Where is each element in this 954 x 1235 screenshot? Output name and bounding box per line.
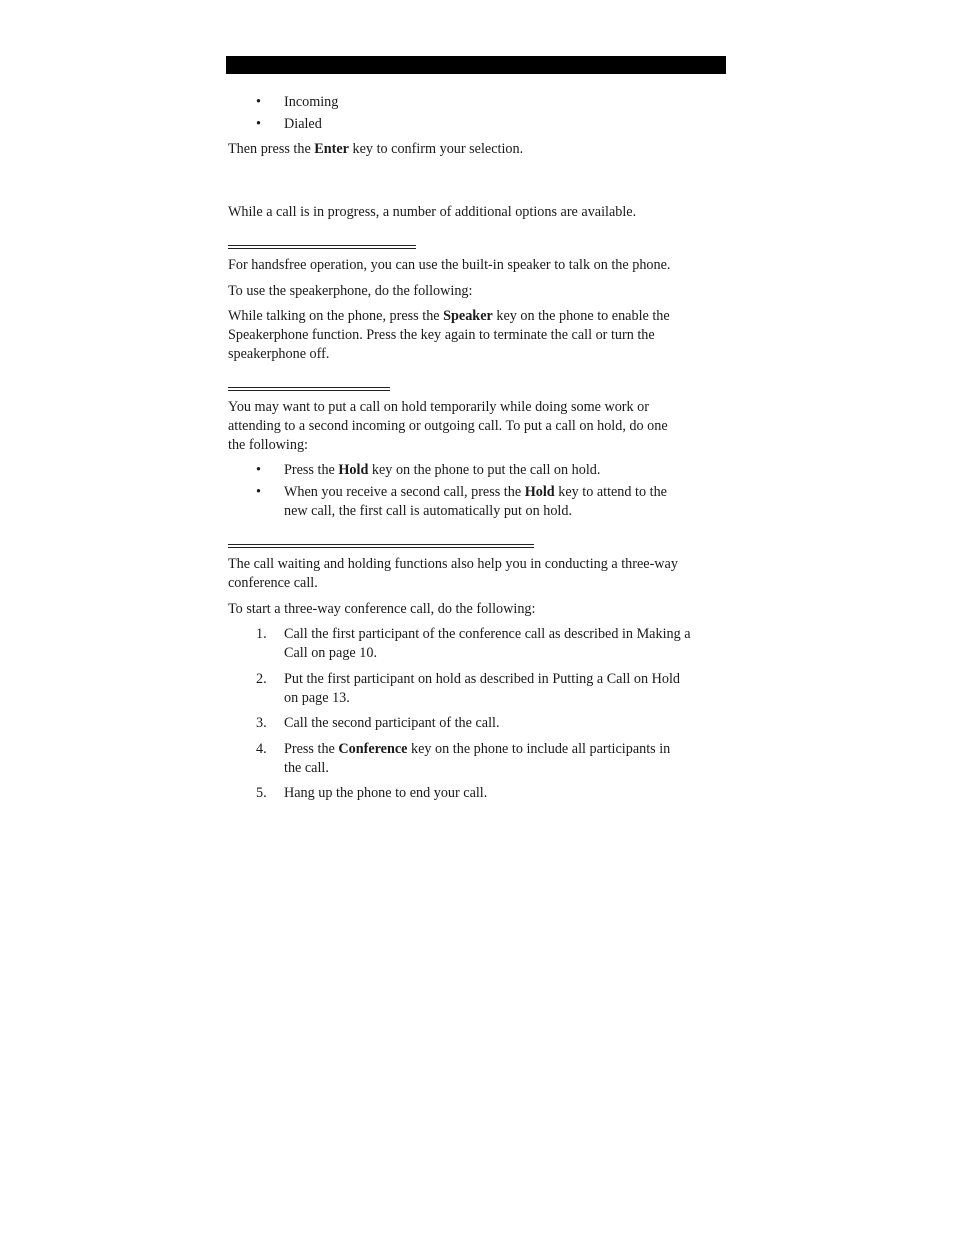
hold-bullet-2: When you receive a second call, press the Hold key to attend to the bbox=[284, 484, 667, 500]
in-call-intro: While a call is in progress, a number of additional options are available. bbox=[228, 204, 637, 220]
hold-bullet-2-line-2: new call, the first call is automatically put on hold. bbox=[284, 503, 573, 519]
hold-bullet-1: Press the Hold key on the phone to put the call on hold. bbox=[284, 462, 601, 478]
speakerphone-paragraph-3-line-3: speakerphone off. bbox=[228, 346, 330, 362]
list-item-incoming: Incoming bbox=[284, 94, 339, 110]
step-number: 3. bbox=[256, 715, 267, 731]
section-rule-speakerphone bbox=[228, 245, 416, 249]
step-4-line-1: Press the Conference key on the phone to include all participants in bbox=[284, 741, 671, 757]
enter-key-label: Enter bbox=[314, 141, 349, 157]
conference-key-label: Conference bbox=[338, 741, 408, 757]
hold-key-label: Hold bbox=[524, 484, 555, 500]
section-rule-conference bbox=[228, 544, 534, 548]
speakerphone-paragraph-3: While talking on the phone, press the Speaker key on the phone to enable the bbox=[228, 308, 670, 324]
conference-paragraph-2: To start a three-way conference call, do the following: bbox=[228, 601, 536, 617]
page-header-bar bbox=[226, 56, 726, 74]
speakerphone-paragraph-3-line-2: Speakerphone function. Press the key again to terminate the call or turn the bbox=[228, 327, 655, 343]
step-3: Call the second participant of the call. bbox=[284, 715, 500, 731]
bullet-icon: • bbox=[256, 462, 261, 478]
bullet-icon: • bbox=[256, 116, 261, 132]
hold-paragraph-line-2: attending to a second incoming or outgoing call. To put a call on hold, do one bbox=[228, 418, 668, 434]
speaker-key-label: Speaker bbox=[443, 308, 493, 324]
bullet-icon: • bbox=[256, 484, 261, 500]
conference-paragraph-line-1: The call waiting and holding functions also help you in conducting a three-way bbox=[228, 556, 678, 572]
step-number: 1. bbox=[256, 626, 267, 642]
list-item-dialed: Dialed bbox=[284, 116, 322, 132]
step-number: 2. bbox=[256, 671, 267, 687]
step-1-line-2: Call on page 10. bbox=[284, 645, 377, 661]
speakerphone-paragraph-1: For handsfree operation, you can use the built-in speaker to talk on the phone. bbox=[228, 257, 671, 273]
step-number: 4. bbox=[256, 741, 267, 757]
step-2-line-1: Put the first participant on hold as described in Putting a Call on Hold bbox=[284, 671, 681, 687]
hold-paragraph-line-3: the following: bbox=[228, 437, 308, 453]
step-1-line-1: Call the first participant of the conference call as described in Making a bbox=[284, 626, 691, 642]
bullet-icon: • bbox=[256, 94, 261, 110]
step-number: 5. bbox=[256, 785, 267, 801]
section-rule-hold bbox=[228, 387, 390, 391]
step-2-line-2: on page 13. bbox=[284, 690, 350, 706]
step-5: Hang up the phone to end your call. bbox=[284, 785, 488, 801]
conference-paragraph-line-2: conference call. bbox=[228, 575, 318, 591]
hold-key-label: Hold bbox=[338, 462, 369, 478]
hold-paragraph-line-1: You may want to put a call on hold temporarily while doing some work or bbox=[228, 399, 649, 415]
confirm-instruction: Then press the Enter key to confirm your selection. bbox=[228, 141, 524, 157]
step-4-line-2: the call. bbox=[284, 760, 329, 776]
speakerphone-paragraph-2: To use the speakerphone, do the following: bbox=[228, 283, 473, 299]
